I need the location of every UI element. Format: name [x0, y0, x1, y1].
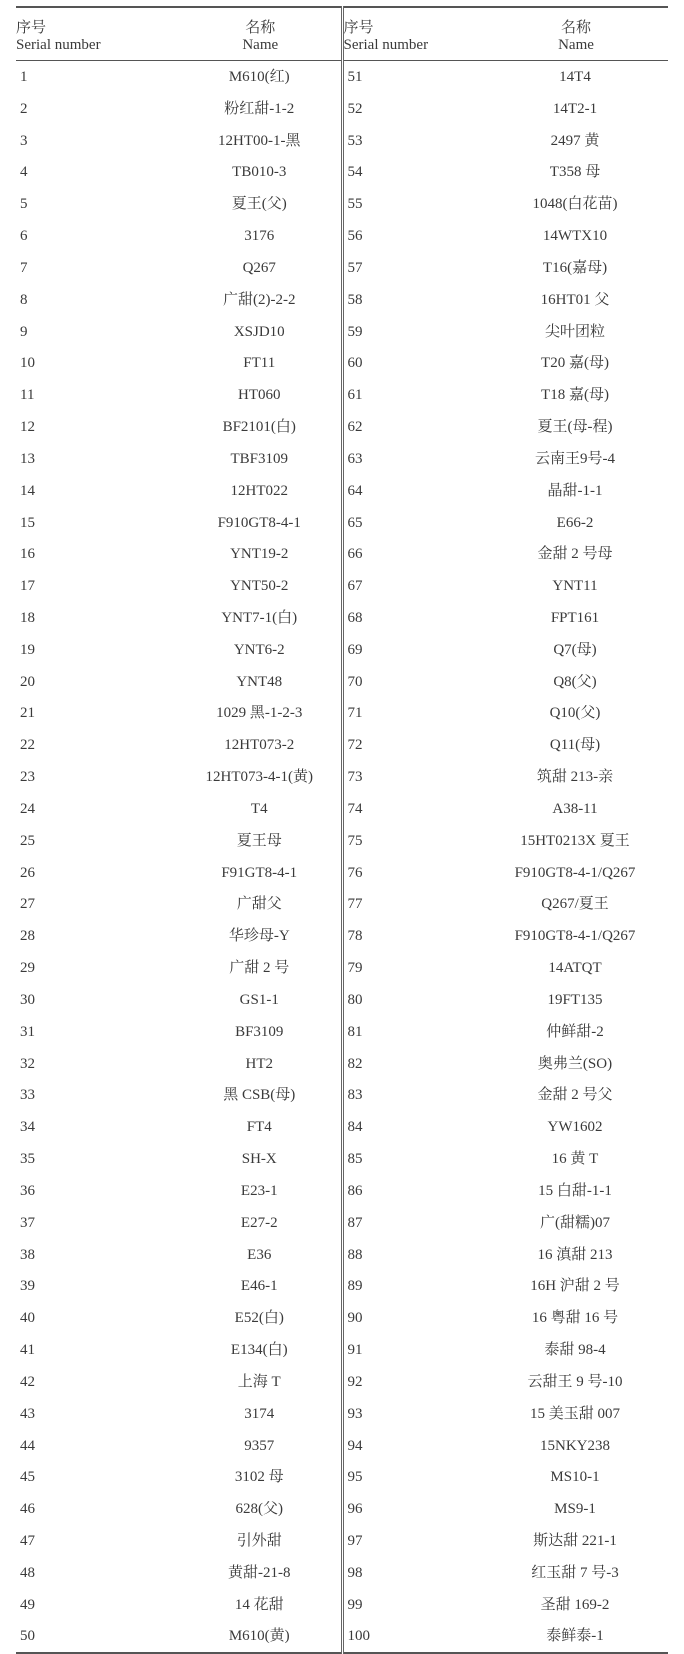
name-cell: YNT7-1(白): [180, 602, 342, 634]
table-row: [16, 188, 668, 220]
name-cell: 泰鲜泰-1: [484, 1621, 668, 1654]
table-row: [16, 729, 668, 761]
serial-number-cell: 30: [20, 991, 35, 1008]
table-row: [16, 1080, 668, 1112]
table-row: [16, 793, 668, 825]
serial-number-cell: 84: [347, 1119, 363, 1136]
serial-number-cell: 5: [20, 196, 28, 213]
table-row: [16, 1302, 668, 1334]
name-cell: 广甜 2 号: [180, 952, 342, 984]
name-cell: YNT19-2: [180, 538, 342, 570]
germplasm-table: [16, 6, 668, 1654]
name-cell: 12HT022: [180, 475, 342, 507]
name-cell: 夏王(母-程): [537, 419, 613, 436]
table-row: [16, 1398, 668, 1430]
table-row: [16, 220, 668, 252]
name-cell: 3176: [180, 220, 342, 252]
name-cell: HT060: [180, 379, 342, 411]
table-row: [16, 411, 668, 443]
serial-number-cell: 83: [347, 1087, 363, 1104]
serial-number-cell: 98: [347, 1564, 363, 1581]
name-cell: 1029 黑-1-2-3: [180, 698, 342, 730]
serial-number-cell: 26: [20, 864, 35, 881]
name-cell: M610(红): [180, 61, 342, 93]
serial-number-cell: 87: [347, 1214, 363, 1231]
serial-number-cell: 67: [347, 578, 363, 595]
serial-number-cell: 38: [20, 1246, 35, 1263]
name-cell: 16HT01 父: [540, 291, 610, 308]
name-cell: TB010-3: [180, 156, 342, 188]
name-cell: HT2: [180, 1048, 342, 1080]
table-row: [16, 93, 668, 125]
table-row: [16, 443, 668, 475]
name-cell: F91GT8-4-1: [180, 857, 342, 889]
serial-number-cell: 76: [347, 864, 363, 881]
table-row: [16, 347, 668, 379]
name-cell: 夏王母: [180, 825, 342, 857]
name-cell: 12HT073-4-1(黄): [180, 761, 342, 793]
table-row: [16, 507, 668, 539]
serial-number-cell: 29: [20, 960, 35, 977]
name-cell: 15 白甜-1-1: [538, 1182, 612, 1199]
serial-number-cell: 4: [20, 164, 28, 181]
serial-number-cell: 16: [20, 546, 35, 563]
serial-number-cell: 51: [347, 68, 363, 85]
name-cell: 2497 黄: [550, 132, 600, 149]
name-cell: BF2101(白): [180, 411, 342, 443]
serial-number-cell: 47: [20, 1533, 35, 1549]
serial-number-cell: 56: [347, 228, 363, 245]
serial-number-cell: 10: [20, 355, 35, 372]
table-row: [16, 1366, 668, 1398]
name-cell: 粉红甜-1-2: [180, 93, 342, 125]
serial-number-cell: 88: [347, 1246, 363, 1263]
serial-number-cell: 22: [20, 737, 35, 754]
serial-number-cell: 53: [347, 132, 363, 149]
serial-number-cell: 15: [20, 514, 35, 531]
table-header: [16, 7, 668, 61]
serial-number-cell: 74: [347, 800, 363, 817]
table-row: [16, 252, 668, 284]
serial-number-cell: 14: [20, 482, 35, 499]
name-cell: E52(白): [180, 1302, 342, 1334]
serial-number-cell: 90: [347, 1310, 363, 1327]
name-cell: 15HT0213X 夏王: [520, 832, 630, 849]
serial-number-cell: 63: [347, 450, 363, 467]
serial-number-cell: 66: [347, 546, 363, 563]
serial-number-cell: 89: [347, 1278, 363, 1295]
serial-number-cell: 75: [347, 832, 363, 849]
serial-number-cell: 13: [20, 450, 35, 467]
name-cell: T4: [180, 793, 342, 825]
serial-number-cell: 58: [347, 291, 363, 308]
serial-number-cell: 71: [347, 705, 363, 722]
serial-number-cell: 54: [347, 164, 363, 181]
name-cell: 3102 母: [180, 1461, 342, 1493]
name-cell: YNT11: [552, 578, 598, 595]
name-cell: 16 黄 T: [551, 1151, 599, 1168]
name-cell: 云甜王 9 号-10: [527, 1373, 623, 1390]
name-cell: E27-2: [180, 1207, 342, 1239]
name-cell: Q267/夏王: [541, 896, 609, 913]
serial-number-cell: 46: [20, 1501, 35, 1518]
serial-number-cell: 55: [347, 196, 363, 213]
serial-number-cell: 1: [20, 68, 28, 85]
serial-number-cell: 21: [20, 705, 35, 722]
name-header-zh-left: 名称: [180, 7, 342, 36]
name-cell: GS1-1: [180, 984, 342, 1016]
table-row: [16, 698, 668, 730]
serial-number-cell: 28: [20, 928, 35, 945]
name-cell: 15NKY238: [540, 1437, 610, 1454]
name-cell: 金甜 2 号父: [537, 1087, 613, 1104]
name-cell: 1048(白花苗): [532, 196, 618, 213]
name-cell: 云南王9号-4: [535, 450, 615, 467]
serial-number-cell: 7: [20, 259, 28, 276]
serial-number-cell: 97: [347, 1533, 363, 1549]
name-cell: 广甜(2)-2-2: [180, 284, 342, 316]
table-row: [16, 1048, 668, 1080]
name-cell: FT11: [180, 347, 342, 379]
serial-number-cell: 34: [20, 1119, 35, 1136]
table-row: [16, 857, 668, 889]
name-cell: 12HT00-1-黑: [180, 125, 342, 157]
table-row: [16, 1493, 668, 1525]
name-cell: E23-1: [180, 1175, 342, 1207]
name-cell: M610(黄): [180, 1621, 342, 1654]
serial-number-cell: 59: [347, 323, 363, 340]
serial-number-cell: 42: [20, 1373, 35, 1390]
table-row: [16, 1461, 668, 1493]
serial-number-cell: 23: [20, 769, 35, 786]
serial-number-cell: 35: [20, 1151, 35, 1168]
serial-number-cell: 73: [347, 769, 363, 786]
serial-number-cell: 52: [347, 100, 363, 117]
serial-number-cell: 25: [20, 832, 35, 849]
name-cell: 广(甜糯)07: [540, 1214, 610, 1231]
serial-number-cell: 96: [347, 1501, 363, 1518]
name-cell: 晶甜-1-1: [547, 482, 603, 499]
table-row: [16, 1111, 668, 1143]
name-cell: XSJD10: [180, 316, 342, 348]
name-cell: SH-X: [180, 1143, 342, 1175]
name-cell: 斯达甜 221-1: [533, 1533, 617, 1549]
name-cell: E134(白): [180, 1334, 342, 1366]
name-header-en-left: Name: [180, 36, 342, 61]
serial-number-cell: 50: [16, 1621, 180, 1654]
name-cell: TBF3109: [180, 443, 342, 475]
name-cell: 14WTX10: [542, 228, 608, 245]
serial-number-cell: 64: [347, 482, 363, 499]
serial-number-cell: 19: [20, 641, 35, 658]
name-cell: E66-2: [556, 514, 594, 531]
table-row: [16, 1334, 668, 1366]
name-cell: F910GT8-4-1/Q267: [514, 928, 636, 945]
serial-number-cell: 40: [20, 1310, 35, 1327]
serial-number-cell: 17: [20, 578, 35, 595]
serial-number-cell: 24: [20, 800, 35, 817]
serial-number-cell: 6: [20, 228, 28, 245]
name-cell: A38-11: [552, 800, 598, 817]
name-cell: MS10-1: [550, 1469, 600, 1486]
table-row: [16, 952, 668, 984]
name-cell: 16 粤甜 16 号: [531, 1310, 619, 1327]
serial-number-cell: 100: [342, 1621, 484, 1654]
name-cell: Q10(父): [549, 705, 601, 722]
serial-number-cell: 36: [20, 1182, 35, 1199]
serial-number-cell: 12: [20, 419, 35, 436]
name-cell: 金甜 2 号母: [537, 546, 613, 563]
serial-number-cell: 61: [347, 387, 363, 404]
table-row: [16, 1430, 668, 1462]
name-cell: YNT48: [180, 666, 342, 698]
name-cell: T16(嘉母): [542, 259, 608, 276]
serial-number-cell: 65: [347, 514, 363, 531]
serial-number-cell: 99: [347, 1596, 363, 1613]
name-cell: 奥弗兰(SO): [537, 1055, 613, 1072]
table-row: [16, 1143, 668, 1175]
name-cell: 14T2-1: [552, 100, 598, 117]
name-cell: 16H 沪甜 2 号: [530, 1278, 620, 1295]
name-cell: 14ATQT: [548, 960, 602, 977]
table-row: [16, 61, 668, 93]
name-header-zh-right: 名称: [484, 7, 668, 36]
name-cell: Q11(母): [549, 737, 601, 754]
serial-number-cell: 37: [20, 1214, 35, 1231]
serial-number-cell: 81: [347, 1023, 363, 1040]
serial-number-cell: 92: [347, 1373, 363, 1390]
serial-number-cell: 44: [20, 1437, 35, 1454]
serial-number-cell: 62: [347, 419, 363, 436]
name-cell: 628(父): [180, 1493, 342, 1525]
serial-header-zh-left: 序号: [16, 7, 180, 36]
table-row: [16, 284, 668, 316]
table-row: [16, 1175, 668, 1207]
name-cell: E36: [180, 1239, 342, 1271]
serial-number-cell: 79: [347, 960, 363, 977]
serial-number-cell: 45: [20, 1469, 35, 1486]
table-row: [16, 475, 668, 507]
serial-number-cell: 95: [347, 1469, 363, 1486]
serial-number-cell: 48: [20, 1564, 35, 1581]
table-row: [16, 1270, 668, 1302]
serial-number-cell: 69: [347, 641, 363, 658]
table-row: [16, 761, 668, 793]
name-cell: 红玉甜 7 号-3: [531, 1564, 619, 1581]
name-cell: 圣甜 169-2: [540, 1596, 610, 1613]
name-cell: 夏王(父): [180, 188, 342, 220]
table-row: [16, 1589, 668, 1621]
name-cell: F910GT8-4-1: [180, 507, 342, 539]
name-cell: YNT6-2: [180, 634, 342, 666]
serial-header-en-left: Serial number: [16, 36, 180, 61]
serial-number-cell: 70: [347, 673, 363, 690]
serial-number-cell: 72: [347, 737, 363, 754]
table-row: [16, 570, 668, 602]
serial-header-en-right: Serial number: [342, 36, 484, 61]
serial-number-cell: 33: [20, 1087, 35, 1104]
serial-number-cell: 86: [347, 1182, 363, 1199]
serial-number-cell: 60: [347, 355, 363, 372]
serial-number-cell: 39: [20, 1278, 35, 1295]
name-cell: YNT50-2: [180, 570, 342, 602]
name-cell: T358 母: [549, 164, 601, 181]
table-row: [16, 634, 668, 666]
serial-number-cell: 3: [20, 132, 28, 149]
serial-header-zh-right: 序号: [342, 7, 484, 36]
name-cell: 尖叶团粒: [544, 323, 605, 340]
serial-number-cell: 93: [347, 1405, 363, 1422]
table-row: [16, 1621, 668, 1654]
table-row: [16, 538, 668, 570]
name-cell: 泰甜 98-4: [544, 1342, 606, 1359]
table-row: [16, 1207, 668, 1239]
table-row: [16, 825, 668, 857]
serial-number-cell: 85: [347, 1151, 363, 1168]
name-cell: F910GT8-4-1/Q267: [514, 864, 636, 881]
serial-number-cell: 27: [20, 896, 35, 913]
table-row: [16, 1016, 668, 1048]
table-row: [16, 125, 668, 157]
name-cell: 广甜父: [180, 889, 342, 921]
name-cell: FPT161: [550, 609, 600, 626]
serial-number-cell: 18: [20, 609, 35, 626]
table-row: [16, 156, 668, 188]
name-cell: Q8(父): [553, 673, 597, 690]
name-cell: FT4: [180, 1111, 342, 1143]
table-body: [16, 61, 668, 1654]
table-row: [16, 984, 668, 1016]
name-cell: 黄甜-21-8: [180, 1557, 342, 1589]
serial-number-cell: 80: [347, 991, 363, 1008]
serial-number-cell: 43: [20, 1405, 35, 1422]
table-row: [16, 379, 668, 411]
name-cell: 3174: [180, 1398, 342, 1430]
serial-number-cell: 91: [347, 1342, 363, 1359]
name-cell: 黑 CSB(母): [180, 1080, 342, 1112]
name-cell: 9357: [180, 1430, 342, 1462]
serial-number-cell: 11: [20, 387, 35, 404]
table-row: [16, 602, 668, 634]
table-row: [16, 889, 668, 921]
table-row: [16, 666, 668, 698]
name-cell: 上海 T: [180, 1366, 342, 1398]
name-cell: 19FT135: [547, 991, 603, 1008]
name-header-en-right: Name: [484, 36, 668, 61]
name-cell: 16 滇甜 213: [537, 1246, 613, 1263]
name-cell: 12HT073-2: [180, 729, 342, 761]
name-cell: 15 美玉甜 007: [529, 1405, 620, 1422]
table-row: [16, 316, 668, 348]
serial-number-cell: 57: [347, 259, 363, 276]
name-cell: 仲鲜甜-2: [546, 1023, 604, 1040]
serial-number-cell: 94: [347, 1437, 363, 1454]
table-row: [16, 1525, 668, 1557]
name-cell: BF3109: [180, 1016, 342, 1048]
name-cell: 华珍母-Y: [180, 920, 342, 952]
name-cell: Q7(母): [553, 641, 597, 658]
serial-number-cell: 9: [20, 323, 28, 340]
name-cell: 14T4: [559, 68, 591, 85]
name-cell: 14 花甜: [180, 1589, 342, 1621]
serial-number-cell: 82: [347, 1055, 363, 1072]
name-cell: T20 嘉(母): [541, 355, 609, 372]
name-cell: MS9-1: [554, 1501, 596, 1518]
name-cell: T18 嘉(母): [541, 387, 609, 404]
serial-number-cell: 68: [347, 609, 363, 626]
name-cell: 筑甜 213-亲: [536, 769, 614, 786]
table-row: [16, 920, 668, 952]
serial-number-cell: 31: [20, 1023, 35, 1040]
name-cell: 引外甜: [180, 1525, 342, 1557]
name-cell: Q267: [180, 252, 342, 284]
serial-number-cell: 78: [347, 928, 363, 945]
serial-number-cell: 49: [20, 1596, 35, 1613]
serial-number-cell: 20: [20, 673, 35, 690]
serial-number-cell: 2: [20, 100, 28, 117]
serial-number-cell: 41: [20, 1342, 35, 1359]
name-cell: E46-1: [180, 1270, 342, 1302]
name-cell: YW1602: [547, 1119, 603, 1136]
table-row: [16, 1557, 668, 1589]
serial-number-cell: 8: [20, 291, 28, 308]
serial-number-cell: 77: [347, 896, 363, 913]
serial-number-cell: 32: [20, 1055, 35, 1072]
table-row: [16, 1239, 668, 1271]
